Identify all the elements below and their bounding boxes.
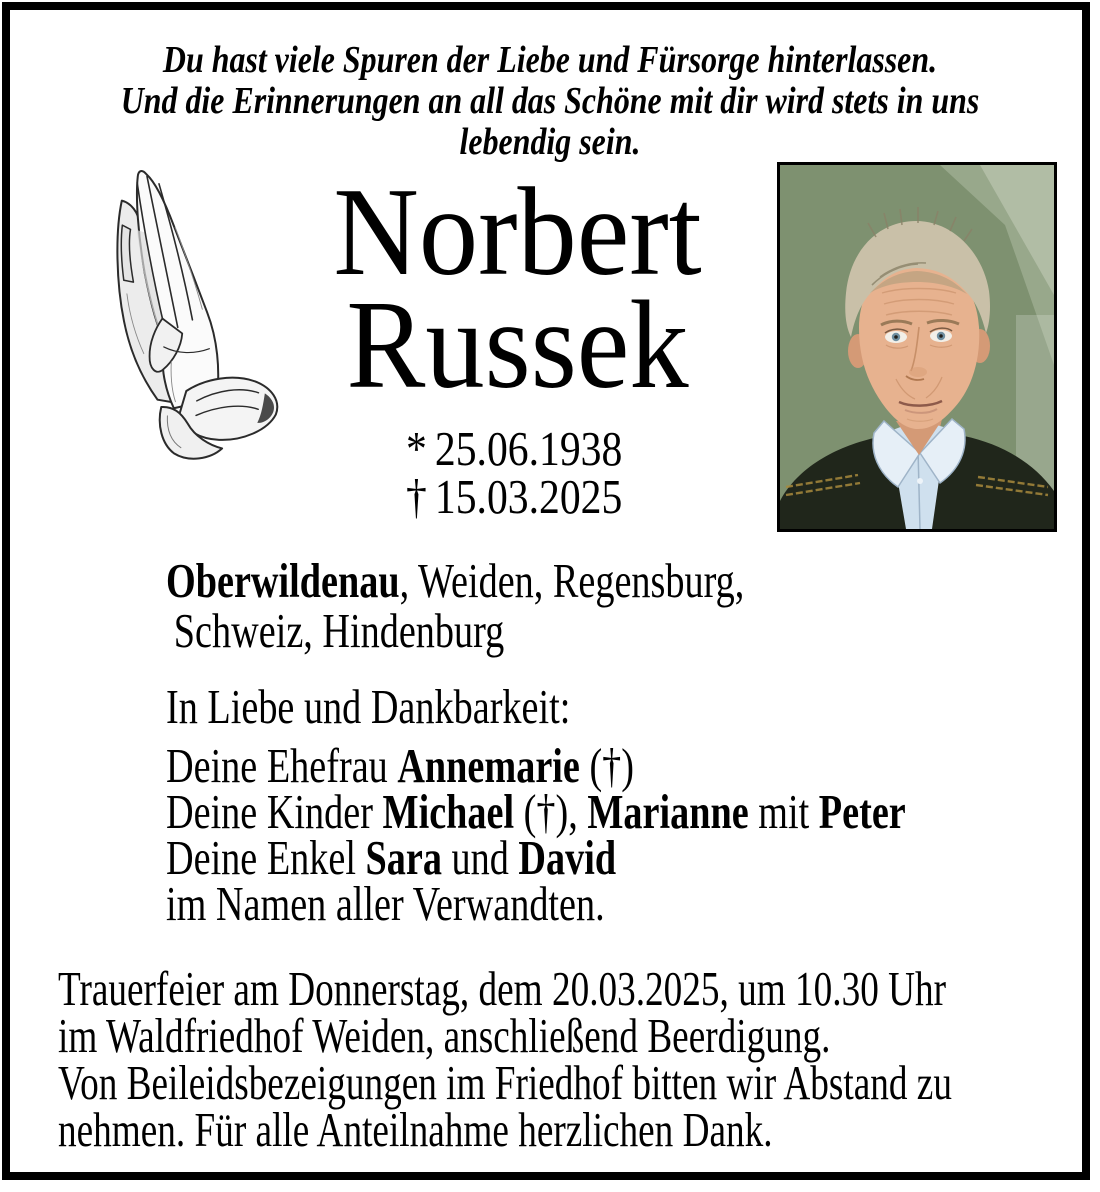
- grandchildren-separator: und: [441, 830, 519, 885]
- family-line-children: [166, 784, 906, 839]
- praying-hands-icon: [50, 166, 285, 466]
- funeral-line-3: Von Beileidsbezeigungen im Friedhof bitten wir Abstand zu: [58, 1055, 952, 1110]
- grandchild-name-1: Sara: [365, 830, 442, 885]
- wife-deceased-mark: (†): [579, 738, 635, 793]
- birth-date: 25.06.1938: [434, 421, 623, 476]
- funeral-line-1: Trauerfeier am Donnerstag, dem 20.03.2025, um 10.30 Uhr: [58, 961, 947, 1016]
- dedication-heading: In Liebe und Dankbarkeit:: [166, 679, 571, 734]
- places-of-life: [166, 553, 745, 658]
- life-dates: [406, 421, 623, 524]
- death-date: 15.03.2025: [434, 469, 623, 524]
- family-line-relatives: im Namen aller Verwandten.: [166, 876, 605, 931]
- portrait-photo: [777, 162, 1057, 532]
- death-date-line: [406, 469, 623, 524]
- family-line-grandchildren: [166, 830, 906, 885]
- memorial-quote: [88, 40, 1012, 163]
- quote-line-2: Und die Erinnerungen an all das Schöne mit dir wird stets in uns: [120, 80, 980, 122]
- wife-prefix: Deine Ehefrau: [166, 738, 398, 793]
- deceased-last-name: Russek: [346, 276, 689, 415]
- places-line-2: Schweiz, Hindenburg: [173, 603, 505, 658]
- children-separator-2: mit: [748, 784, 819, 839]
- child-name-1: Michael: [382, 784, 515, 839]
- birth-date-line: [406, 421, 623, 476]
- place-primary: Oberwildenau: [166, 553, 400, 608]
- children-prefix: Deine Kinder: [166, 784, 383, 839]
- funeral-information: [58, 961, 952, 1157]
- places-line-1-rest: , Weiden, Regensburg,: [399, 553, 745, 608]
- places-line-1: [166, 553, 745, 608]
- funeral-line-4: nehmen. Für alle Anteilnahme herzlichen Dank.: [58, 1102, 773, 1157]
- family-list: [166, 738, 906, 931]
- quote-line-1: Du hast viele Spuren der Liebe und Fürsorge hinterlassen.: [162, 39, 938, 81]
- wife-name: Annemarie: [397, 738, 580, 793]
- family-line-wife: [166, 738, 906, 793]
- deceased-name: [275, 163, 759, 415]
- grandchild-name-2: David: [518, 830, 617, 885]
- grandchildren-prefix: Deine Enkel: [166, 830, 366, 885]
- deceased-first-name: Norbert: [333, 163, 702, 302]
- child-partner-name: Peter: [818, 784, 906, 839]
- born-star-icon: *: [406, 421, 427, 476]
- death-cross-icon: †: [406, 469, 427, 524]
- funeral-line-2: im Waldfriedhof Weiden, anschließend Beerdigung.: [58, 1008, 831, 1063]
- child-name-2: Marianne: [587, 784, 749, 839]
- children-separator-1: (†),: [514, 784, 588, 839]
- quote-line-3: lebendig sein.: [459, 121, 641, 163]
